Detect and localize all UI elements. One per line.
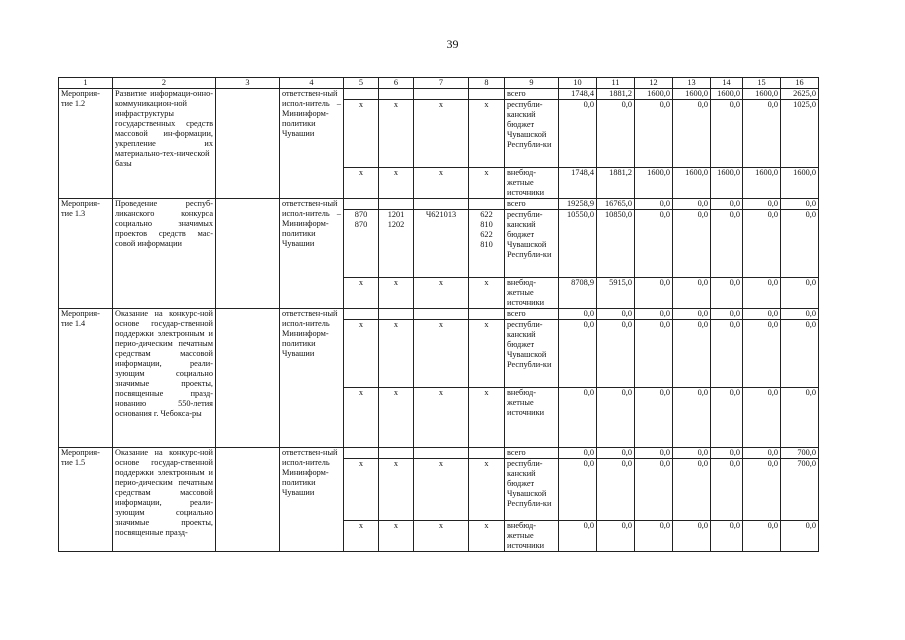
code-cell-c6 <box>379 100 414 168</box>
amount-cell: 0,0 <box>743 278 781 309</box>
amount-cell: 0,0 <box>673 210 711 278</box>
table-row <box>59 309 819 320</box>
code-cell-c8 <box>469 388 505 448</box>
table-row <box>59 199 819 210</box>
amount-cell: 0,0 <box>711 521 743 552</box>
amount-cell: 0,0 <box>711 388 743 448</box>
col3-cell <box>216 309 280 448</box>
code-line: x <box>438 100 444 109</box>
amount-cell: 0,0 <box>559 320 597 388</box>
funding-source: республи-канский бюджет Чувашской Республи-ки <box>505 210 559 278</box>
col-header: 2 <box>113 78 216 89</box>
amount-cell: 0,0 <box>597 309 635 320</box>
code-line: x <box>393 320 399 329</box>
code-line: 810 <box>480 220 493 229</box>
col-header: 15 <box>743 78 781 89</box>
amount-cell: 0,0 <box>673 320 711 388</box>
amount-cell: 0,0 <box>635 388 673 448</box>
amount-cell: 0,0 <box>781 210 819 278</box>
amount-cell: 0,0 <box>743 448 781 459</box>
code-cell-c7 <box>414 448 469 459</box>
measure-executor: ответствен-ный испол-нитель – Мининформ-политики Чувашии <box>280 199 344 309</box>
amount-cell: 0,0 <box>743 320 781 388</box>
amount-cell: 0,0 <box>635 199 673 210</box>
amount-cell: 2625,0 <box>781 89 819 100</box>
code-line: x <box>358 388 364 397</box>
amount-cell: 16765,0 <box>597 199 635 210</box>
amount-cell: 8708,9 <box>559 278 597 309</box>
amount-cell: 0,0 <box>743 459 781 521</box>
code-cell-c6 <box>379 210 414 278</box>
code-cell-c8 <box>469 309 505 320</box>
code-line: x <box>393 459 399 468</box>
code-cell-c8 <box>469 168 505 199</box>
amount-cell: 1600,0 <box>711 89 743 100</box>
amount-cell: 0,0 <box>743 199 781 210</box>
amount-cell: 0,0 <box>635 210 673 278</box>
amount-cell: 700,0 <box>781 448 819 459</box>
amount-cell: 10550,0 <box>559 210 597 278</box>
code-cell-c5 <box>344 459 379 521</box>
col-header: 3 <box>216 78 280 89</box>
code-cell-c5 <box>344 168 379 199</box>
code-cell-c8 <box>469 448 505 459</box>
code-cell-c8 <box>469 89 505 100</box>
amount-cell: 0,0 <box>743 100 781 168</box>
code-line: x <box>484 388 489 397</box>
col-header: 11 <box>597 78 635 89</box>
col-header: 12 <box>635 78 673 89</box>
code-line: 870 <box>354 220 368 229</box>
code-cell-c5 <box>344 320 379 388</box>
amount-cell: 1600,0 <box>743 89 781 100</box>
col-header: 4 <box>280 78 344 89</box>
code-cell-c6 <box>379 448 414 459</box>
table-row <box>59 89 819 100</box>
amount-cell: 0,0 <box>635 459 673 521</box>
code-cell-c7 <box>414 278 469 309</box>
code-cell-c7 <box>414 459 469 521</box>
amount-cell: 0,0 <box>711 199 743 210</box>
amount-cell: 700,0 <box>781 459 819 521</box>
code-cell-c6 <box>379 278 414 309</box>
code-line: x <box>393 168 399 177</box>
amount-cell: 0,0 <box>743 210 781 278</box>
amount-cell: 0,0 <box>673 388 711 448</box>
code-cell-c7 <box>414 309 469 320</box>
funding-source: всего <box>505 89 559 100</box>
code-cell-c5 <box>344 388 379 448</box>
code-cell-c8 <box>469 210 505 278</box>
measure-title: Проведение респуб-ликанского конкурса социально значимых проектов средств мас-совой информации <box>113 199 216 309</box>
amount-cell: 0,0 <box>781 199 819 210</box>
code-cell-c6 <box>379 320 414 388</box>
amount-cell: 0,0 <box>711 448 743 459</box>
amount-cell: 0,0 <box>673 278 711 309</box>
amount-cell: 0,0 <box>635 278 673 309</box>
col-header: 10 <box>559 78 597 89</box>
code-line: 622 <box>480 210 493 219</box>
header-row <box>59 78 819 89</box>
amount-cell: 0,0 <box>711 459 743 521</box>
code-cell-c7 <box>414 388 469 448</box>
measure-title: Оказание на конкурс-ной основе государ-ственной поддержки электронным и перио-дическим печатным средствам массовой информации, реали-зующим социально значимые проекты, посвященные празд-нованию 550-летия основания г. Чебокса-ры <box>113 309 216 448</box>
amount-cell: 0,0 <box>597 448 635 459</box>
code-cell-c6 <box>379 459 414 521</box>
code-cell-c8 <box>469 278 505 309</box>
code-line: Ч621013 <box>425 210 457 219</box>
amount-cell: 0,0 <box>781 309 819 320</box>
code-cell-c8 <box>469 199 505 210</box>
amount-cell: 1600,0 <box>635 168 673 199</box>
measure-label: Мероприя-тие 1.5 <box>59 448 113 552</box>
amount-cell: 0,0 <box>711 309 743 320</box>
code-cell-c7 <box>414 320 469 388</box>
measure-executor: ответствен-ный испол-нитель – Мининформ-политики Чувашии <box>280 89 344 199</box>
amount-cell: 0,0 <box>597 320 635 388</box>
amount-cell: 1600,0 <box>635 89 673 100</box>
measure-executor: ответствен-ный испол-нитель Мининформ-политики Чувашии <box>280 309 344 448</box>
amount-cell: 0,0 <box>743 521 781 552</box>
amount-cell: 0,0 <box>635 521 673 552</box>
code-line: x <box>484 168 489 177</box>
code-line: x <box>438 278 444 287</box>
code-cell-c8 <box>469 521 505 552</box>
col-header: 16 <box>781 78 819 89</box>
code-cell-c5 <box>344 521 379 552</box>
code-cell-c6 <box>379 199 414 210</box>
amount-cell: 0,0 <box>711 278 743 309</box>
amount-cell: 10850,0 <box>597 210 635 278</box>
amount-cell: 1025,0 <box>781 100 819 168</box>
code-line: x <box>484 278 489 287</box>
code-cell-c8 <box>469 459 505 521</box>
code-cell-c7 <box>414 168 469 199</box>
col-header: 5 <box>344 78 379 89</box>
col-header: 6 <box>379 78 414 89</box>
code-line: x <box>438 320 444 329</box>
amount-cell: 5915,0 <box>597 278 635 309</box>
code-cell-c6 <box>379 521 414 552</box>
amount-cell: 0,0 <box>711 100 743 168</box>
funding-source: республи-канский бюджет Чувашской Республи-ки <box>505 320 559 388</box>
amount-cell: 1881,2 <box>597 168 635 199</box>
funding-source: республи-канский бюджет Чувашской Республи-ки <box>505 100 559 168</box>
amount-cell: 0,0 <box>711 210 743 278</box>
measure-label: Мероприя-тие 1.4 <box>59 309 113 448</box>
measure-title: Развитие информаци-онно-коммуникацион-ной инфраструктуры государственных средств массовой ин-формации, укрепление их материально-тех-нической базы <box>113 89 216 199</box>
amount-cell: 0,0 <box>635 448 673 459</box>
measure-label: Мероприя-тие 1.3 <box>59 199 113 309</box>
code-line: x <box>438 168 444 177</box>
table-row <box>59 448 819 459</box>
funding-source: всего <box>505 309 559 320</box>
col-header: 8 <box>469 78 505 89</box>
code-cell-c6 <box>379 388 414 448</box>
code-cell-c6 <box>379 89 414 100</box>
amount-cell: 0,0 <box>673 448 711 459</box>
col-header: 1 <box>59 78 113 89</box>
code-line: x <box>393 278 399 287</box>
amount-cell: 1600,0 <box>743 168 781 199</box>
funding-source: внебюд-жетные источники <box>505 168 559 199</box>
funding-source: всего <box>505 199 559 210</box>
amount-cell: 1881,2 <box>597 89 635 100</box>
funding-source: всего <box>505 448 559 459</box>
amount-cell: 0,0 <box>559 521 597 552</box>
code-cell-c5 <box>344 210 379 278</box>
code-line: 810 <box>480 240 493 249</box>
code-line: x <box>358 100 364 109</box>
amount-cell: 19258,9 <box>559 199 597 210</box>
amount-cell: 0,0 <box>597 100 635 168</box>
amount-cell: 1600,0 <box>673 168 711 199</box>
code-cell-c5 <box>344 100 379 168</box>
code-line: x <box>358 168 364 177</box>
amount-cell: 0,0 <box>635 320 673 388</box>
amount-cell: 1600,0 <box>781 168 819 199</box>
code-line: x <box>393 521 399 530</box>
amount-cell: 0,0 <box>781 320 819 388</box>
amount-cell: 0,0 <box>559 459 597 521</box>
code-line: 1201 <box>387 210 405 219</box>
funding-source: внебюд-жетные источники <box>505 388 559 448</box>
code-line: x <box>484 320 489 329</box>
amount-cell: 0,0 <box>673 100 711 168</box>
amount-cell: 0,0 <box>781 521 819 552</box>
code-line: x <box>393 388 399 397</box>
col-header: 9 <box>505 78 559 89</box>
code-cell-c8 <box>469 320 505 388</box>
measure-title: Оказание на конкурс-ной основе государ-ственной поддержки электронным и перио-дическим печатным средствам массовой информации, реали-зующим социально значимые проекты, посвященные празд- <box>113 448 216 552</box>
amount-cell: 0,0 <box>673 459 711 521</box>
code-cell-c5 <box>344 309 379 320</box>
amount-cell: 0,0 <box>781 388 819 448</box>
amount-cell: 1748,4 <box>559 168 597 199</box>
amount-cell: 0,0 <box>597 459 635 521</box>
col-header: 13 <box>673 78 711 89</box>
code-line: 1202 <box>387 220 405 229</box>
amount-cell: 1748,4 <box>559 89 597 100</box>
amount-cell: 0,0 <box>743 388 781 448</box>
page-number: 39 <box>446 37 459 51</box>
funding-source: внебюд-жетные источники <box>505 521 559 552</box>
funding-source: внебюд-жетные источники <box>505 278 559 309</box>
amount-cell: 0,0 <box>597 521 635 552</box>
code-cell-c7 <box>414 521 469 552</box>
code-line: x <box>438 521 444 530</box>
amount-cell: 0,0 <box>673 309 711 320</box>
amount-cell: 0,0 <box>673 521 711 552</box>
col-header: 14 <box>711 78 743 89</box>
code-line: 622 <box>480 230 493 239</box>
col3-cell <box>216 448 280 552</box>
amount-cell: 0,0 <box>743 309 781 320</box>
code-cell-c5 <box>344 448 379 459</box>
code-cell-c7 <box>414 100 469 168</box>
amount-cell: 0,0 <box>711 320 743 388</box>
code-cell-c6 <box>379 168 414 199</box>
code-line: x <box>484 100 489 109</box>
amount-cell: 0,0 <box>781 278 819 309</box>
code-line: x <box>438 459 444 468</box>
amount-cell: 0,0 <box>559 100 597 168</box>
col3-cell <box>216 89 280 199</box>
amount-cell: 1600,0 <box>673 89 711 100</box>
table-body <box>59 89 819 552</box>
code-cell-c7 <box>414 210 469 278</box>
col-header: 7 <box>414 78 469 89</box>
code-line: x <box>438 388 444 397</box>
code-cell-c5 <box>344 278 379 309</box>
code-line: 870 <box>354 210 368 219</box>
code-cell-c5 <box>344 89 379 100</box>
code-line: x <box>358 459 364 468</box>
code-cell-c8 <box>469 100 505 168</box>
measure-label: Мероприя-тие 1.2 <box>59 89 113 199</box>
code-line: x <box>484 521 489 530</box>
amount-cell: 0,0 <box>597 388 635 448</box>
amount-cell: 0,0 <box>559 388 597 448</box>
col3-cell <box>216 199 280 309</box>
code-line: x <box>358 320 364 329</box>
amount-cell: 0,0 <box>635 309 673 320</box>
amount-cell: 1600,0 <box>711 168 743 199</box>
measure-executor: ответствен-ный испол-нитель Мининформ-политики Чувашии <box>280 448 344 552</box>
code-line: x <box>484 459 489 468</box>
amount-cell: 0,0 <box>635 100 673 168</box>
code-cell-c7 <box>414 199 469 210</box>
code-cell-c6 <box>379 309 414 320</box>
funding-source: республи-канский бюджет Чувашской Республи-ки <box>505 459 559 521</box>
code-cell-c5 <box>344 199 379 210</box>
amount-cell: 0,0 <box>673 199 711 210</box>
amount-cell: 0,0 <box>559 309 597 320</box>
amount-cell: 0,0 <box>559 448 597 459</box>
code-line: x <box>393 100 399 109</box>
code-cell-c7 <box>414 89 469 100</box>
code-line: x <box>358 278 364 287</box>
program-table <box>58 77 819 552</box>
code-line: x <box>358 521 364 530</box>
